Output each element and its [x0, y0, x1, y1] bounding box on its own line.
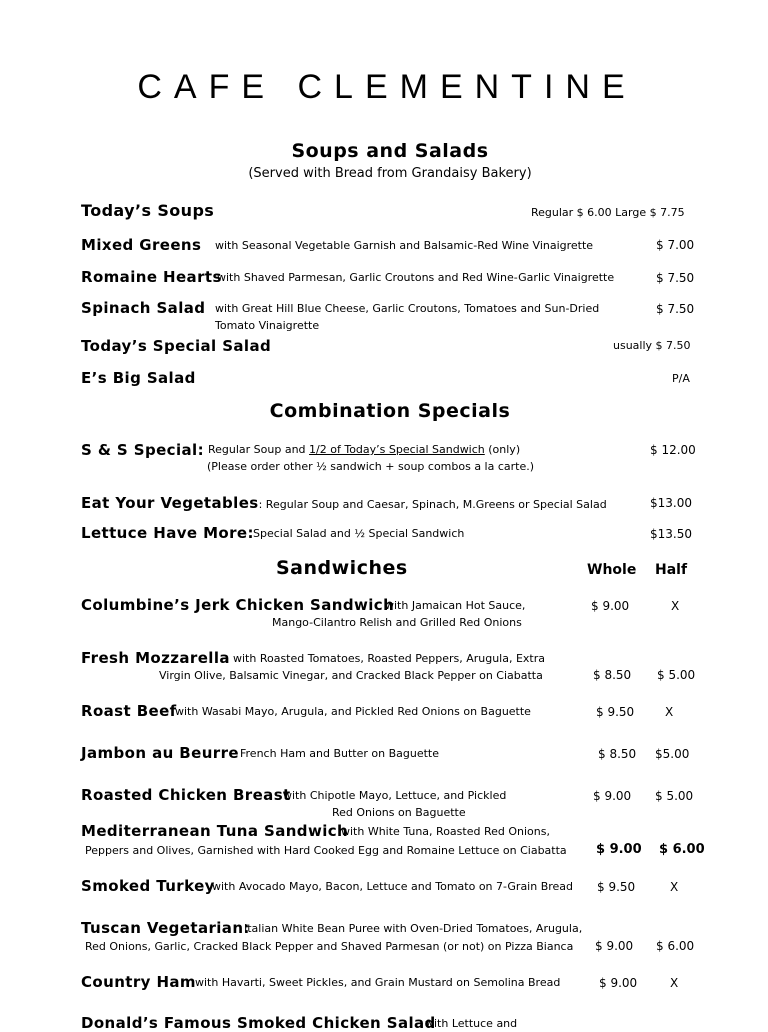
menu-item-name: S & S Special: — [81, 441, 204, 459]
menu-item-price: Regular $ 6.00 Large $ 7.75 — [531, 206, 685, 219]
menu-item-price: $13.00 — [650, 496, 692, 510]
menu-item-name: Spinach Salad — [81, 299, 206, 317]
column-header-half: Half — [655, 562, 688, 578]
menu-item-name: Columbine’s Jerk Chicken Sandwich — [81, 596, 395, 614]
menu-item-description: with Seasonal Vegetable Garnish and Balsamic-Red Wine Vinaigrette — [215, 239, 594, 252]
menu-item-description: with Wasabi Mayo, Arugula, and Pickled Red Onions on Baguette — [175, 705, 531, 718]
menu-item-description: with Avocado Mayo, Bacon, Lettuce and Tomato on 7-Grain Bread — [212, 880, 574, 893]
menu-item-description: with Shaved Parmesan, Garlic Croutons and Red Wine-Garlic Vinaigrette — [217, 271, 615, 284]
menu-item-description: : Regular Soup and Caesar, Spinach, M.Greens or Special Salad — [258, 498, 607, 511]
menu-item-price: P/A — [672, 372, 690, 385]
whole-price: $ 9.00 — [599, 976, 638, 990]
menu-item-price: $ 7.50 — [656, 302, 695, 316]
half-price: X — [665, 705, 674, 719]
menu-item-description: Special Salad and ½ Special Sandwich — [253, 527, 465, 540]
menu-item-name: Roast Beef — [81, 702, 177, 720]
soups-salads-subheading: (Served with Bread from Grandaisy Bakery) — [248, 166, 532, 181]
menu-item-description-line2: (Please order other ½ sandwich + soup combos a la carte.) — [207, 460, 535, 473]
cafe-title: CAFE CLEMENTINE — [137, 68, 637, 106]
menu-item-description: French Ham and Butter on Baguette — [240, 747, 440, 760]
whole-price: $ 9.00 — [595, 939, 634, 953]
menu-item-name: Donald’s Famous Smoked Chicken Salad — [81, 1014, 436, 1032]
combination-specials-heading: Combination Specials — [269, 400, 511, 422]
menu-item-price: $13.50 — [650, 527, 692, 541]
menu-item-name: Eat Your Vegetables — [81, 494, 259, 512]
menu-item-description-line2: Tomato Vinaigrette — [215, 319, 320, 332]
menu-item-description — [208, 443, 520, 456]
menu-item-name: Mixed Greens — [81, 236, 202, 254]
menu-item-name: Romaine Hearts — [81, 268, 222, 286]
menu-item-description: with Lettuce and — [425, 1017, 518, 1030]
menu-item-description-line2: Mango-Cilantro Relish and Grilled Red Onions — [272, 616, 522, 629]
half-price: $ 6.00 — [656, 939, 695, 953]
menu-item-name: Tuscan Vegetarian: — [81, 919, 250, 937]
menu-item-row — [81, 493, 607, 512]
menu-item-description-line2: Peppers and Olives, Garnished with Hard Cooked Egg and Romaine Lettuce on Ciabatta — [85, 844, 567, 857]
whole-price: $ 9.00 — [596, 842, 642, 857]
menu-item-price: $ 12.00 — [650, 443, 696, 457]
menu-item-name: Jambon au Beurre — [81, 744, 239, 762]
menu-item-description: with Havarti, Sweet Pickles, and Grain Mustard on Semolina Bread — [195, 976, 561, 989]
menu-item-price: $ 7.00 — [656, 238, 695, 252]
whole-price: $ 9.00 — [593, 789, 632, 803]
menu-item-description: with Great Hill Blue Cheese, Garlic Croutons, Tomatoes and Sun-Dried — [215, 302, 600, 315]
menu-item-name: Smoked Turkey — [81, 877, 215, 895]
menu-item-price: usually $ 7.50 — [613, 339, 691, 352]
menu-item-name: Roasted Chicken Breast — [81, 786, 291, 804]
menu-item-description: Italian White Bean Puree with Oven-Dried Tomatoes, Arugula, — [244, 922, 583, 935]
combo-desc-prefix: Regular Soup and — [208, 443, 310, 456]
menu-item-description-line2: Virgin Olive, Balsamic Vinegar, and Cracked Black Pepper on Ciabatta — [159, 669, 543, 682]
half-price: $5.00 — [655, 747, 690, 761]
menu-item-name: E’s Big Salad — [81, 369, 196, 387]
soups-salads-heading: Soups and Salads — [291, 140, 489, 162]
combo-desc-suffix: (only) — [484, 443, 521, 456]
menu-item-name: Today’s Soups — [81, 201, 215, 220]
half-price: X — [670, 880, 679, 894]
whole-price: $ 9.50 — [597, 880, 636, 894]
menu-item-name: Country Ham — [81, 973, 196, 991]
menu-item-description: with Jamaican Hot Sauce, — [385, 599, 526, 612]
whole-price: $ 9.50 — [596, 705, 635, 719]
menu-item-name: Mediterranean Tuna Sandwich — [81, 822, 349, 840]
half-price: X — [670, 976, 679, 990]
whole-price: $ 9.00 — [591, 599, 630, 613]
column-header-whole: Whole — [587, 562, 637, 578]
menu-item-description-line2: Red Onions on Baguette — [332, 806, 466, 819]
combo-desc-underlined: 1/2 of Today’s Special Sandwich — [309, 443, 485, 456]
menu-item-name: Fresh Mozzarella — [81, 649, 230, 667]
half-price: $ 5.00 — [657, 668, 696, 682]
whole-price: $ 8.50 — [593, 668, 632, 682]
sandwiches-heading: Sandwiches — [276, 557, 408, 579]
half-price: $ 5.00 — [655, 789, 694, 803]
half-price: $ 6.00 — [659, 842, 705, 857]
menu-item-name: Today’s Special Salad — [81, 337, 272, 355]
menu-item-description: with Chipotle Mayo, Lettuce, and Pickled — [283, 789, 507, 802]
whole-price: $ 8.50 — [598, 747, 637, 761]
menu-item-price: $ 7.50 — [656, 271, 695, 285]
menu-item-name: Lettuce Have More: — [81, 524, 254, 542]
menu-item-description: with Roasted Tomatoes, Roasted Peppers, Arugula, Extra — [233, 652, 546, 665]
menu-item-description: with White Tuna, Roasted Red Onions, — [341, 825, 550, 838]
menu-item-description-line2: Red Onions, Garlic, Cracked Black Pepper and Shaved Parmesan (or not) on Pizza Bianca — [85, 940, 574, 953]
half-price: X — [671, 599, 680, 613]
